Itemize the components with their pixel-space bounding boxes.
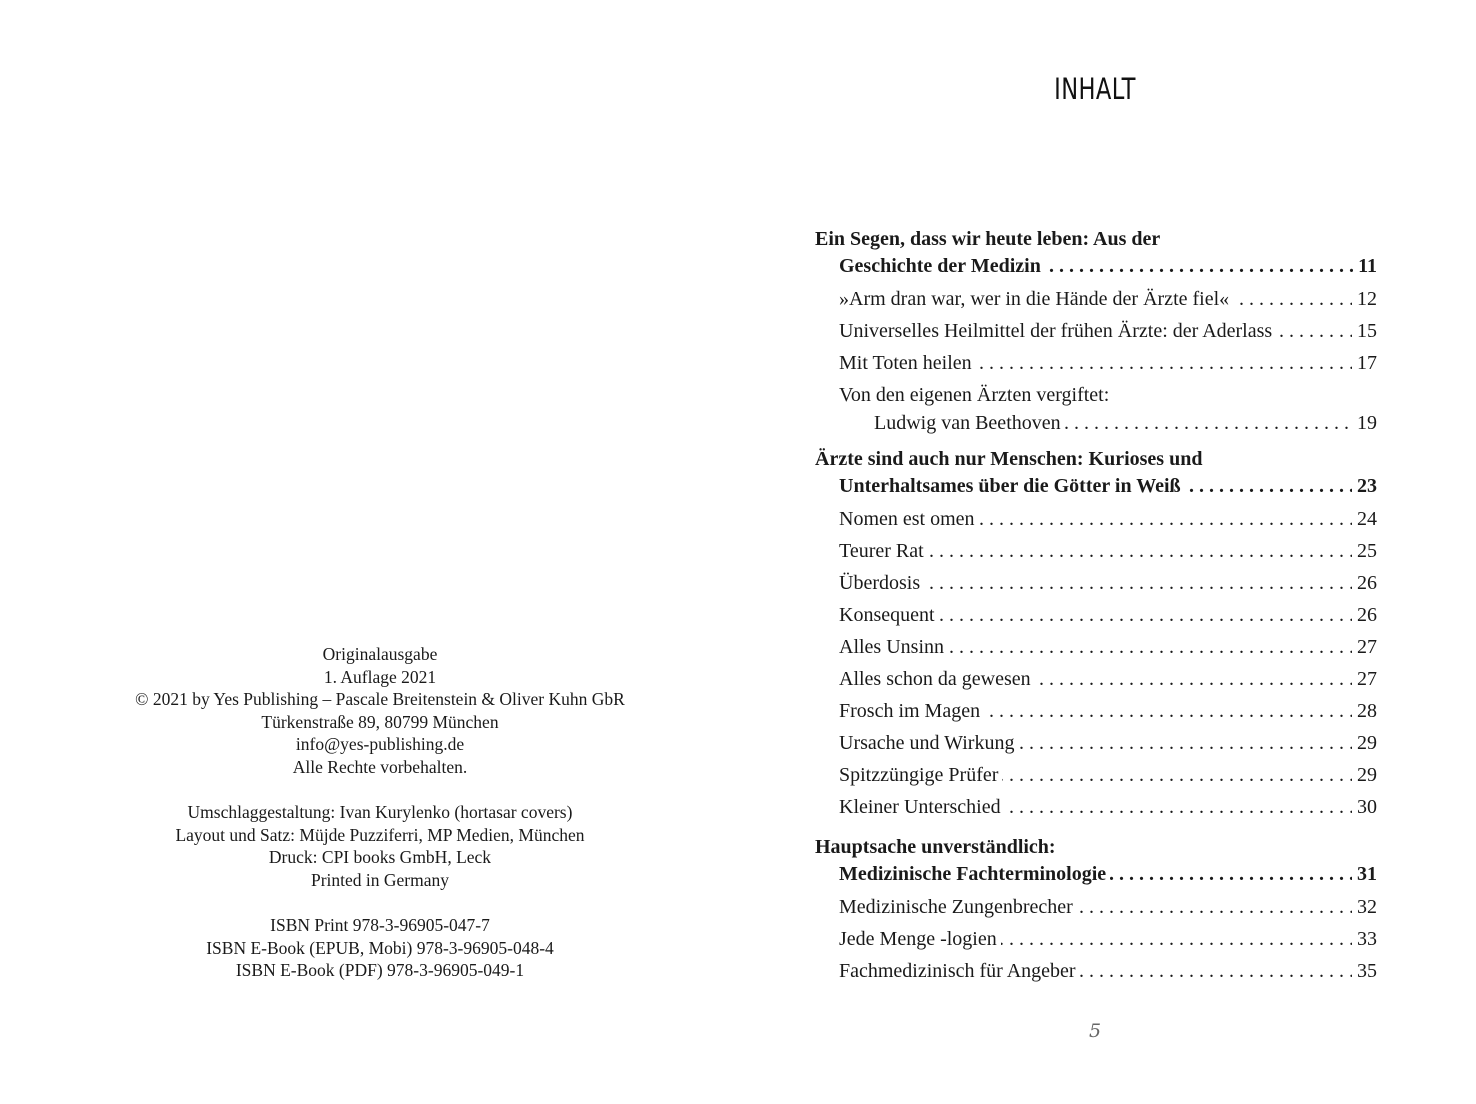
toc-section [815,446,1377,823]
section-heading-entry[interactable] [839,473,1377,500]
imprint-block [80,643,680,982]
toc-entry-line[interactable]: Von den eigenen Ärzten vergiftet: [839,384,1110,406]
toc-entry[interactable] [839,759,1377,791]
toc-entry[interactable] [839,791,1377,823]
toc-entry-title: Spitzzüngige Prüfer [839,764,1002,786]
section-heading-title: Unterhaltsames über die Götter in Weiß [839,475,1185,497]
toc-entry-title: Alles schon da gewesen [839,668,1035,690]
toc-entry-title: Alles Unsinn [839,636,948,658]
imprint-line: Alle Rechte vorbehalten. [292,756,468,777]
toc-entry-title: Konsequent [839,604,939,626]
section-heading [815,834,1377,888]
toc-entry-title: Jede Menge -logien [839,928,1001,950]
toc-entry-title: Fachmedizinisch für Angeber [839,960,1080,982]
toc-entry-title: Frosch im Magen [839,700,984,722]
imprint-line: Türkenstraße 89, 80799 München [261,711,499,732]
imprint-spacer [80,779,680,802]
page-ref: 27 [1352,631,1377,663]
page-ref: 28 [1352,695,1377,727]
section-heading-line: Hauptsache unverständlich: [815,836,1056,858]
section-heading-title: Medizinische Fachterminologie [839,863,1110,885]
toc-entry-title: Medizinische Zungenbrecher [839,896,1077,918]
page-ref: 11 [1353,253,1377,280]
toc-section [815,834,1377,987]
imprint-line: 1. Auflage 2021 [323,666,437,687]
imprint-spacer [80,892,680,915]
page-ref: 26 [1352,599,1377,631]
page-ref: 33 [1352,923,1377,955]
section-heading [815,226,1377,280]
page-ref: 32 [1352,891,1377,923]
section-heading-entry[interactable] [839,861,1377,888]
toc-entry[interactable] [839,535,1377,567]
toc-entry-title: Ludwig van Beethoven [874,412,1065,434]
page-number: 5 [1088,1020,1102,1042]
toc-title: INHALT [1054,72,1136,106]
toc-entry[interactable] [839,891,1377,923]
page-ref: 31 [1352,861,1377,888]
toc-entry[interactable] [839,923,1377,955]
page-ref: 25 [1352,535,1377,567]
page-ref: 15 [1352,315,1377,347]
imprint-line: Umschlaggestaltung: Ivan Kurylenko (hortasar covers) [187,802,573,823]
page-ref: 19 [1352,411,1377,435]
toc-entry-title: Ursache und Wirkung [839,732,1018,754]
imprint-line: info@yes-publishing.de [295,734,465,755]
section-heading-entry[interactable] [839,253,1377,280]
isbn-line: ISBN E-Book (EPUB, Mobi) 978-3-96905-048-4 [206,937,554,958]
toc-entry[interactable] [839,727,1377,759]
toc-entry[interactable] [839,599,1377,631]
imprint-line: © 2021 by Yes Publishing – Pascale Breitenstein & Oliver Kuhn GbR [135,689,625,710]
toc-entry[interactable] [839,695,1377,727]
isbn-line: ISBN E-Book (PDF) 978-3-96905-049-1 [235,960,525,981]
toc-entry-title: Nomen est omen [839,508,979,530]
page-ref: 26 [1352,567,1377,599]
toc-entry-title: Mit Toten heilen [839,352,976,374]
imprint-line: Printed in Germany [310,869,450,890]
toc-entry[interactable] [839,567,1377,599]
page-ref: 35 [1352,955,1377,987]
toc-entry[interactable] [839,503,1377,535]
page-ref: 29 [1352,727,1377,759]
toc-entry-title: Überdosis [839,572,924,594]
page-ref: 12 [1352,283,1377,315]
page-ref: 24 [1352,503,1377,535]
toc-entry[interactable] [874,411,1377,435]
page-ref: 17 [1352,347,1377,379]
toc-entry-title: Kleiner Unterschied [839,796,1005,818]
imprint-line: Druck: CPI books GmbH, Leck [268,847,492,868]
toc-entry-title: »Arm dran war, wer in die Hände der Ärzte fiel« [839,288,1233,310]
toc-entry-title: Universelles Heilmittel der frühen Ärzte: der Aderlass [839,320,1276,342]
toc-entry[interactable] [839,347,1377,379]
page-ref: 27 [1352,663,1377,695]
section-heading-title: Geschichte der Medizin [839,255,1045,277]
section-heading-line: Ärzte sind auch nur Menschen: Kurioses und [815,448,1203,470]
imprint-line: Originalausgabe [322,644,438,664]
page-ref: 23 [1352,473,1377,500]
toc-entry-title: Teurer Rat [839,540,928,562]
page-ref: 29 [1352,759,1377,791]
page-ref: 30 [1352,791,1377,823]
toc-entry[interactable] [839,315,1377,347]
isbn-line: ISBN Print 978-3-96905-047-7 [270,915,490,936]
table-of-contents [815,226,1377,987]
section-heading [815,446,1377,500]
toc-entry[interactable] [839,631,1377,663]
section-heading-line: Ein Segen, dass wir heute leben: Aus der [815,228,1161,250]
toc-section [815,226,1377,435]
imprint-line: Layout und Satz: Müjde Puzziferri, MP Medien, München [175,824,585,845]
toc-entry[interactable] [839,955,1377,987]
toc-entry[interactable] [839,663,1377,695]
toc-entry[interactable] [839,283,1377,315]
